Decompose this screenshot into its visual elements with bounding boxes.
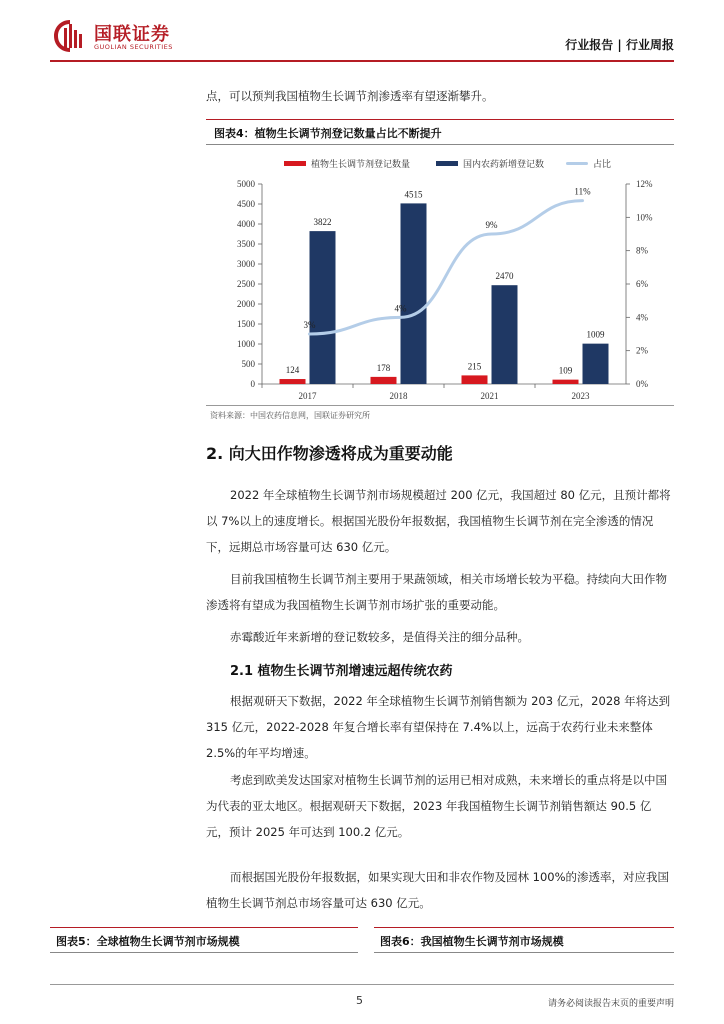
- figure6-title-bar: [374, 927, 674, 953]
- footer-disclaimer: 请务必阅读报告末页的重要声明: [547, 999, 674, 1009]
- figure4-title-bar: [206, 119, 674, 145]
- figure4-source: 资料来源：中国农药信息网，国联证券研究所: [210, 411, 370, 420]
- section21-paragraph-2: 考虑到欧美发达国家对植物生长调节剂的运用已相对成熟，未来增长的重点将是以中国为代表的亚太地区。根据观研天下数据，2023 年我国植物生长调节剂销售额达 90.5 亿元，预计 2025 年可达到 100.2 亿元。: [206, 773, 667, 839]
- ratio-label-2021: 9%: [485, 220, 498, 230]
- x-tick-label: 2017: [298, 391, 317, 401]
- header-divider: [50, 60, 674, 62]
- left-tick-label: 1000: [237, 339, 255, 349]
- logo-english-name: GUOLIAN SECURITIES: [94, 43, 173, 51]
- section21-paragraph-3: 而根据国光股份年报数据，如果实现大田和非农作物及园林 100%的渗透率，对应我国植物生长调节剂总市场容量可达 630 亿元。: [206, 870, 670, 910]
- left-tick-label: 0: [250, 379, 255, 389]
- footer-divider: [50, 984, 674, 985]
- legend-label-ratio: 占比: [593, 160, 612, 170]
- section2-paragraph-2: 目前我国植物生长调节剂主要用于果蔬领域，相关市场增长较为平稳。持续向大田作物渗透将有望成为我国植物生长调节剂市场扩张的重要动能。: [206, 572, 667, 612]
- left-tick-label: 1500: [237, 319, 255, 329]
- x-tick-label: 2023: [571, 391, 590, 401]
- bar-label-regulator-2021: 215: [467, 361, 482, 372]
- section2-paragraph-1: 2022 年全球植物生长调节剂市场规模超过 200 亿元，我国超过 80 亿元，且预计都将以 7%以上的速度增长。根据国光股份年报数据，我国植物生长调节剂在完全渗透的情况下，远期总市场容量可达 630 亿元。: [206, 488, 671, 554]
- bar-label-pesticide-2018: 4515: [404, 189, 423, 200]
- bar-label-pesticide-2023: 1009: [586, 329, 605, 340]
- legend-label-pesticide: 国内农药新增登记数: [463, 160, 545, 170]
- right-tick-label: 2%: [636, 345, 648, 356]
- page-header: [0, 0, 724, 70]
- figure4-title: 图表4：植物生长调节剂登记数量占比不断提升: [214, 127, 442, 140]
- bar-regulator-2023: [553, 380, 579, 384]
- figure6-title: 图表6：我国植物生长调节剂市场规模: [380, 935, 564, 948]
- bar-label-regulator-2017: 124: [285, 365, 300, 376]
- section2-paragraph-3: 赤霉酸近年来新增的登记数较多，是值得关注的细分品种。: [230, 630, 529, 644]
- logo-chinese-name: 国联证券: [94, 24, 170, 45]
- x-tick-label: 2018: [389, 391, 408, 401]
- right-tick-label: 12%: [636, 179, 653, 189]
- source-divider: [206, 405, 674, 406]
- right-tick-label: 8%: [636, 245, 648, 256]
- bar-pesticide-2023: [583, 344, 609, 384]
- right-tick-label: 4%: [636, 312, 648, 323]
- left-tick-label: 4000: [237, 219, 255, 229]
- figure4-chart: [206, 148, 674, 406]
- ratio-label-2017: 3%: [303, 320, 316, 330]
- section2-heading: 2. 向大田作物渗透将成为重要动能: [206, 444, 453, 463]
- left-tick-label: 2000: [237, 299, 255, 309]
- section21-paragraph-1: 根据观研天下数据，2022 年全球植物生长调节剂销售额为 203 亿元，2028 年将达到 315 亿元，2022-2028 年复合增长率有望保持在 7.4%以上，远高于农药行业未来整体 2.5%的年平均增速。: [206, 694, 671, 760]
- bar-label-pesticide-2017: 3822: [313, 217, 332, 228]
- right-tick-label: 10%: [636, 212, 653, 223]
- x-tick-label: 2021: [480, 391, 499, 401]
- bar-pesticide-2021: [492, 285, 518, 384]
- left-tick-label: 5000: [237, 179, 255, 189]
- figure5-title-bar: [50, 927, 358, 953]
- report-type-label: 行业报告 | 行业周报: [565, 38, 674, 52]
- intro-paragraph: 点，可以预判我国植物生长调节剂渗透率有望逐渐攀升。: [206, 89, 494, 103]
- ratio-label-2018: 4%: [394, 303, 407, 314]
- bar-pesticide-2017: [310, 231, 336, 384]
- left-tick-label: 4500: [237, 199, 255, 209]
- company-logo: [52, 18, 192, 54]
- ratio-label-2023: 11%: [574, 186, 591, 197]
- bar-regulator-2021: [462, 375, 488, 384]
- left-tick-label: 500: [241, 359, 255, 369]
- right-tick-label: 6%: [636, 279, 648, 289]
- left-tick-label: 2500: [237, 279, 255, 289]
- legend-label-regulator: 植物生长调节剂登记数量: [311, 160, 411, 170]
- bar-regulator-2017: [280, 379, 306, 384]
- figure5-title: 图表5：全球植物生长调节剂市场规模: [56, 935, 240, 948]
- guolian-logo-icon: [52, 18, 88, 54]
- bar-label-regulator-2018: 178: [376, 362, 391, 373]
- left-tick-label: 3500: [237, 239, 255, 249]
- ratio-line: [310, 201, 583, 334]
- section21-heading: 2.1 植物生长调节剂增速远超传统农药: [230, 664, 453, 679]
- bar-regulator-2018: [371, 377, 397, 384]
- page-number: 5: [356, 994, 363, 1007]
- bar-pesticide-2018: [401, 203, 427, 384]
- bar-label-regulator-2023: 109: [558, 365, 573, 376]
- bar-label-pesticide-2021: 2470: [495, 271, 514, 282]
- left-tick-label: 3000: [237, 259, 255, 269]
- right-tick-label: 0%: [636, 379, 648, 389]
- chart-plot-area: [206, 148, 674, 406]
